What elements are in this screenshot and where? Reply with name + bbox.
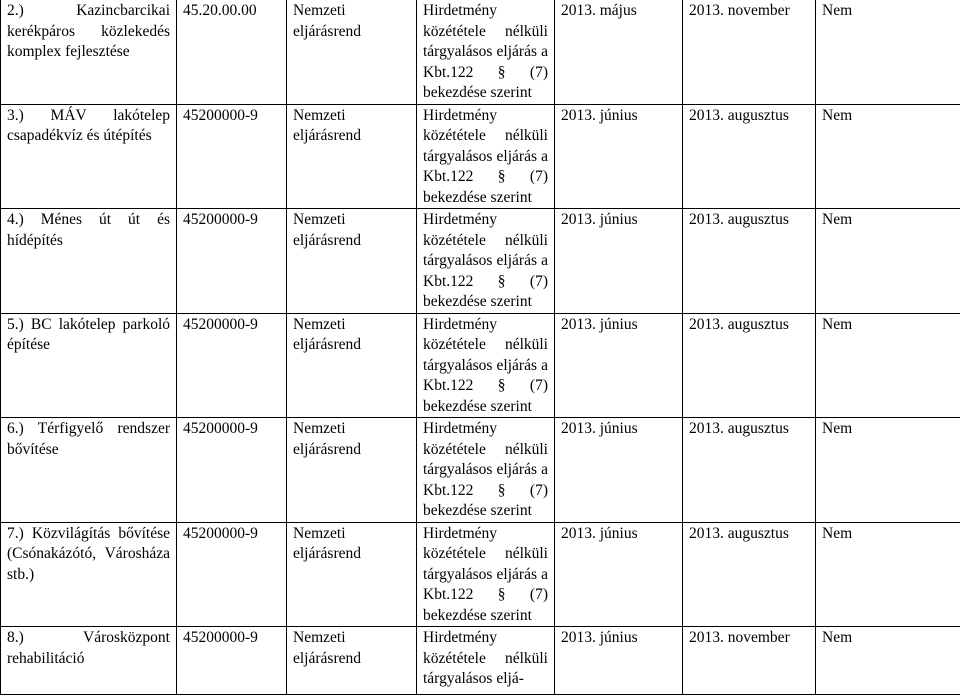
project-name-cell: 5.) BC lakótelep parkoló építése: [1, 313, 177, 418]
procedure-regime-cell: Nemzeti eljárásrend: [287, 522, 417, 627]
end-date-cell: 2013. augusztus: [683, 313, 816, 418]
start-date-cell: 2013. május: [555, 0, 683, 104]
cpv-code-cell: 45200000-9: [177, 418, 287, 523]
procedure-type-cell: Hirdetmény közététele nélküli tárgyalásos eljárás a Kbt.122 § (7) bekezdése szerint: [417, 0, 555, 104]
procedure-type-cell: Hirdetmény közététele nélküli tárgyalásos eljárás a Kbt.122 § (7) bekezdése szerint: [417, 418, 555, 523]
procedure-regime-cell: Nemzeti eljárásrend: [287, 0, 417, 104]
procedure-regime-cell: Nemzeti eljárásrend: [287, 418, 417, 523]
end-date-cell: 2013. augusztus: [683, 522, 816, 627]
procedure-regime-cell: Nemzeti eljárásrend: [287, 209, 417, 314]
end-date-cell: 2013. augusztus: [683, 104, 816, 209]
flag-cell: Nem: [816, 418, 960, 523]
procedure-regime-cell: Nemzeti eljárásrend: [287, 627, 417, 695]
flag-cell: Nem: [816, 104, 960, 209]
start-date-cell: 2013. június: [555, 104, 683, 209]
flag-cell: Nem: [816, 627, 960, 695]
start-date-cell: 2013. június: [555, 209, 683, 314]
project-name-cell: 4.) Ménes út út és hídépítés: [1, 209, 177, 314]
cpv-code-cell: 45200000-9: [177, 313, 287, 418]
end-date-cell: 2013. november: [683, 0, 816, 104]
table-row: [1, 313, 960, 418]
start-date-cell: 2013. június: [555, 418, 683, 523]
start-date-cell: 2013. június: [555, 313, 683, 418]
project-name-cell: 2.) Kazincbarcikai kerékpáros közlekedés komplex fejlesztése: [1, 0, 177, 104]
procedure-type-cell: Hirdetmény közététele nélküli tárgyalásos eljárás a Kbt.122 § (7) bekezdése szerint: [417, 104, 555, 209]
end-date-cell: 2013. november: [683, 627, 816, 695]
procedure-regime-cell: Nemzeti eljárásrend: [287, 104, 417, 209]
procedure-type-cell: Hirdetmény közététele nélküli tárgyalásos eljá-: [417, 627, 555, 695]
flag-cell: Nem: [816, 313, 960, 418]
cpv-code-cell: 45200000-9: [177, 627, 287, 695]
start-date-cell: 2013. június: [555, 522, 683, 627]
procedure-type-cell: Hirdetmény közététele nélküli tárgyalásos eljárás a Kbt.122 § (7) bekezdése szerint: [417, 209, 555, 314]
project-name-cell: 3.) MÁV lakótelep csapadékvíz és útépítés: [1, 104, 177, 209]
flag-cell: Nem: [816, 209, 960, 314]
cpv-code-cell: 45200000-9: [177, 522, 287, 627]
cpv-code-cell: 45.20.00.00: [177, 0, 287, 104]
flag-cell: Nem: [816, 0, 960, 104]
flag-cell: Nem: [816, 522, 960, 627]
project-name-cell: 7.) Közvilágítás bővítése (Csónakázótó, Városháza stb.): [1, 522, 177, 627]
table-row: [1, 209, 960, 314]
table-row: [1, 522, 960, 627]
cpv-code-cell: 45200000-9: [177, 209, 287, 314]
project-name-cell: 8.) Városközpont rehabilitáció: [1, 627, 177, 695]
end-date-cell: 2013. augusztus: [683, 418, 816, 523]
cpv-code-cell: 45200000-9: [177, 104, 287, 209]
table-row: [1, 418, 960, 523]
table-row: [1, 0, 960, 104]
project-name-cell: 6.) Térfigyelő rendszer bővítése: [1, 418, 177, 523]
procedure-type-cell: Hirdetmény közététele nélküli tárgyalásos eljárás a Kbt.122 § (7) bekezdése szerint: [417, 313, 555, 418]
table-row: [1, 627, 960, 695]
table-row: [1, 104, 960, 209]
procedure-regime-cell: Nemzeti eljárásrend: [287, 313, 417, 418]
end-date-cell: 2013. augusztus: [683, 209, 816, 314]
procedure-type-cell: Hirdetmény közététele nélküli tárgyalásos eljárás a Kbt.122 § (7) bekezdése szerint: [417, 522, 555, 627]
start-date-cell: 2013. június: [555, 627, 683, 695]
